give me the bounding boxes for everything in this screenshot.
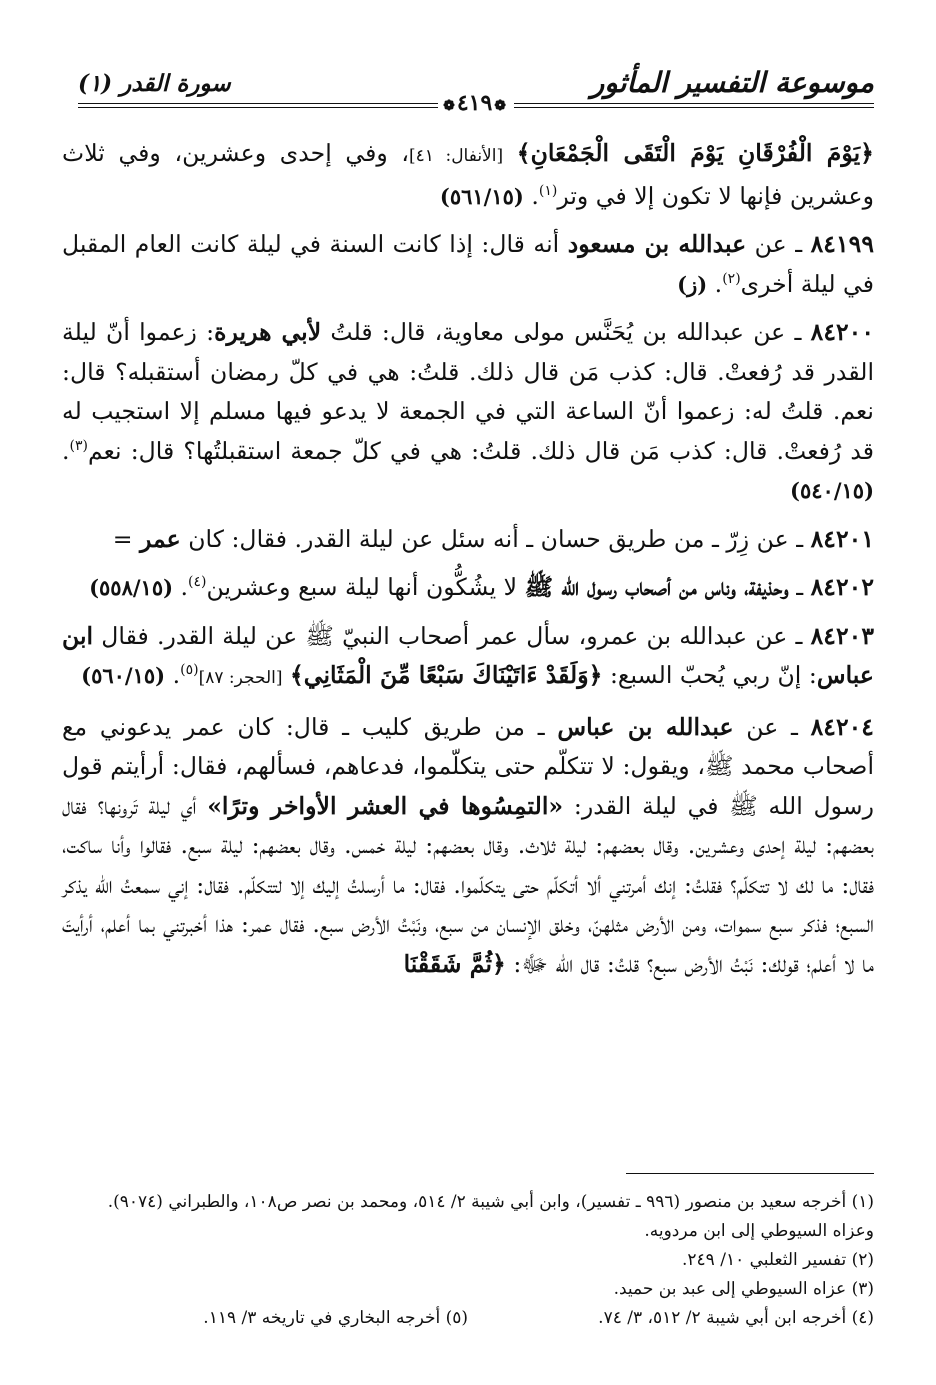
page-number [443, 90, 508, 116]
footnote-5: (٥) أخرجه البخاري في تاريخه ٣/ ١١٩. [203, 1308, 468, 1328]
hadith-number: ٨٤٢٠٣ [810, 621, 874, 650]
paragraph-pre: ـ عن [746, 230, 811, 258]
footnote-row [62, 1304, 874, 1333]
paragraph-text: : إنّ ربي يُحبّ السبع: [602, 661, 817, 689]
footnote-marker: (٢) [722, 270, 741, 287]
quran-verse: ﴿ثُمَّ شَقَقْنَا [403, 949, 506, 978]
footnote-3: (٣) عزاه السيوطي إلى عبد بن حميد. [613, 1279, 874, 1299]
paragraph-text: ـ من طريق كليب ـ قال: كان عمر يدعوني مع أصحاب محمد ﷺ، ويقول: لا تتكلّم حتى يتكلّموا، فدعاهم، فسألهم، فقال: أرأيتم قول رسول الله ﷺ في ليلة القدر: [62, 712, 874, 820]
paragraph [62, 225, 874, 304]
footnote-marker: (٤) [188, 574, 207, 591]
paragraph [62, 313, 874, 511]
paragraph-tail: . [62, 436, 70, 465]
paragraph-tail: . [707, 269, 723, 298]
paragraph [62, 708, 874, 985]
paragraph-pre: ـ عن عبدالله بن عمرو، سأل عمر أصحاب النبيّ ﷺ عن ليلة القدر. فقال [93, 621, 811, 650]
paragraph-text: ، وفي إحدى وعشرين، وفي ثلاث وعشرين فإنها لا تكون إلا في وتر [62, 139, 874, 210]
paragraph [62, 617, 874, 699]
paragraph-tail: . [173, 573, 189, 601]
paragraph-text: : زعموا أنّ ليلة القدر قد رُفعتْ. قال: كذب مَن قال ذلك. قلتُ: هي في كلّ رمضان أستقبله؟ قال: نعم. قلتُ له: زعموا أنّ الساعة التي في الجمعة لا يدعو فيها مسلم إلا استجيب له قد رُفعتْ. قال: كذب مَن قال ذلك. قلتُ: هي في كلّ جمعة استقبلتُها؟ قال: نعم [62, 318, 874, 465]
narrator-name: وحذيفة، وناس من أصحاب رسول الله ﷺ [524, 573, 789, 601]
quran-ref: [الأنفال: ٤١] [409, 146, 504, 166]
page-header [78, 58, 874, 118]
header-rule [514, 107, 874, 108]
source-ref: (ز) [677, 271, 708, 297]
paragraph-text: أنه قال: إذا كانت السنة في ليلة كانت العام المقبل في ليلة أخرى [62, 230, 874, 298]
paragraph-text: لا يشُكُّون أنها ليلة سبع وعشرين [206, 573, 525, 601]
footnote-marker: (١) [538, 182, 558, 199]
ornament-icon: ❁ [443, 98, 455, 114]
ornament-icon: ❁ [494, 98, 506, 114]
header-rule [514, 103, 874, 104]
hadith-number: ٨٤٢٠١ [810, 524, 874, 553]
footnote-marker: (٥) [180, 662, 199, 679]
narrator-name: عبدالله بن مسعود [567, 230, 747, 258]
surah-name: سورة القدر (١) [78, 70, 231, 97]
narrator-name: لأبي هريرة [214, 318, 322, 346]
book-title: موسوعة التفسير المأثور [590, 66, 874, 99]
paragraph [62, 568, 874, 608]
quran-verse: ﴿يَوْمَ الْفُرْقَانِ يَوْمَ الْتَقَى الْجَمْعَانِ﴾ [516, 139, 874, 167]
source-ref: (٥٦٠/١٥) [81, 663, 166, 688]
paragraph-text: = [112, 524, 140, 553]
quran-verse: ﴿وَلَقَدْ ءَاتَيْنَاكَ سَبْعًا مِّنَ الْمَثَانِي﴾ [289, 661, 603, 689]
main-text [62, 134, 874, 993]
footnote-row [62, 1275, 874, 1304]
paragraph-text-2: أي ليلة تَرونها؟ فقال بعضهم: ليلة إحدى وعشرين. وقال بعضهم: ليلة ثلاث. وقال بعضهم: ليلة خمس. وقال بعضهم: ليلة سبع. فقالوا وأنا ساكت، فقال: ما لك لا تتكلّم؟ فقلتُ: إنك أمرتني ألا أتكلّم حتى يتكلّموا. فقال: ما أرسلتُ إليك إلا لتتكلّم. فقال: إني سمعتُ الله يذكر السبع؛ فذكر سبع سموات، ومن الأرض مثلهنّ، وخلق الإنسان من سبع، ونَبْتُ الأرض سبع. فقال عمر: هذا أخبرتني بما أعلم، أرأيتَ ما لا أعلم؛ قولك: نَبْتُ الأرض سبع؟ قلتُ: قال الله ﷻ: [62, 791, 874, 978]
footnote-divider [626, 1173, 874, 1174]
hadith-number: ٨٤٢٠٤ [810, 712, 874, 741]
narrator-name: ابن عباس [62, 621, 874, 689]
source-ref: (٥٥٨/١٥) [89, 575, 174, 600]
paragraph-tail: . [523, 181, 539, 210]
source-ref: (٥٤٠/١٥) [790, 478, 874, 503]
paragraph-tail: . [165, 661, 181, 689]
prophetic-quote: «التمِسُوها في العشر الأواخر وترًا» [207, 791, 564, 820]
page-number-text: ٤١٩ [456, 90, 493, 116]
paragraph-pre: ـ عن عبدالله بن يُحَنَّس مولى معاوية، قال: قلتُ [321, 318, 811, 346]
narrator-name: عبدالله بن عباس [557, 712, 734, 741]
hadith-number: ٨٤٢٠٠ [810, 318, 875, 346]
paragraph [62, 134, 874, 216]
footnote-marker: (٣) [69, 437, 88, 454]
paragraph [62, 520, 874, 560]
source-ref: (٥٦١/١٥) [439, 183, 524, 209]
hadith-number: ٨٤١٩٩ [810, 230, 874, 258]
footnotes [62, 1188, 874, 1333]
footnote-4: (٤) أخرجه ابن أبي شيبة ٢/ ٥١٢، ٣/ ٧٤. [598, 1308, 874, 1328]
footnote-1: (١) أخرجه سعيد بن منصور (٩٩٦ ـ تفسير)، وابن أبي شيبة ٢/ ٥١٤، ومحمد بن نصر ص١٠٨، والطبراني (٩٠٧٤). وعزاه السيوطي إلى ابن مردويه. [107, 1192, 874, 1241]
footnote-2: (٢) تفسير الثعلبي ١٠/ ٢٤٩. [681, 1250, 874, 1270]
narrator-name: عمر [139, 524, 181, 553]
paragraph-pre: ـ [788, 573, 811, 601]
quran-ref: [الحجر: ٨٧] [198, 668, 283, 688]
paragraph-pre: ـ عن زِرّ ـ من طريق حسان ـ أنه سئل عن ليلة القدر. فقال: كان [180, 524, 811, 553]
paragraph-pre: ـ عن [733, 712, 811, 741]
hadith-number: ٨٤٢٠٢ [810, 573, 874, 601]
header-rule [78, 103, 438, 104]
header-rule [78, 107, 438, 108]
